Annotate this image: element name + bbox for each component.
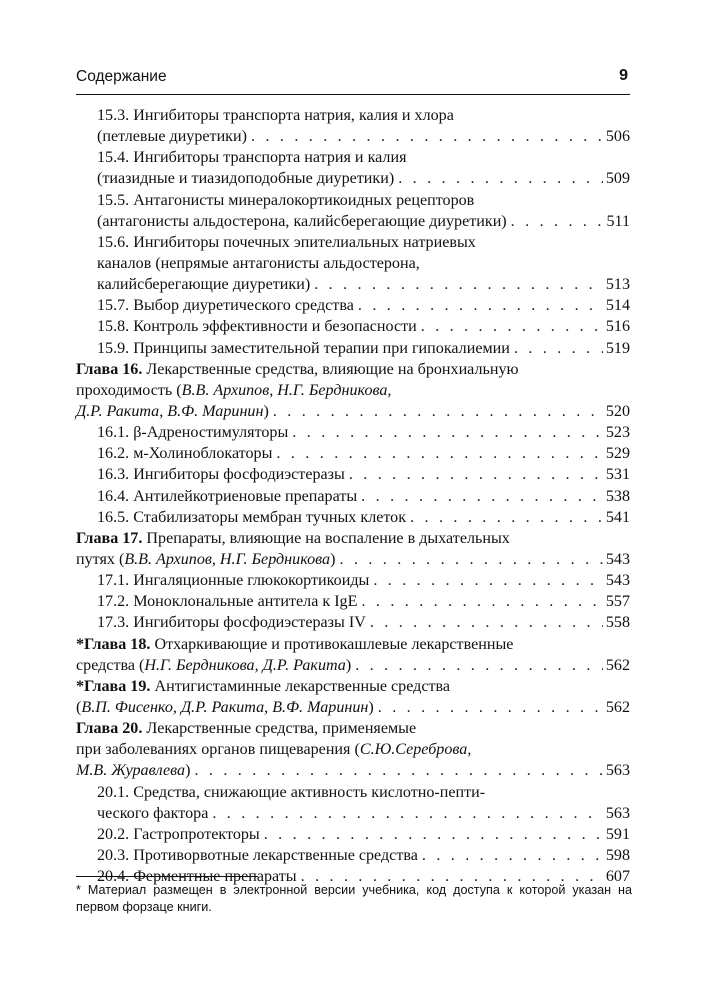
dot-leader [212,803,603,824]
toc-line [76,316,630,337]
toc-line [76,401,630,422]
toc-line [76,211,630,232]
toc-page-number: 543 [605,550,630,568]
toc-entry-text: средства ( [76,656,145,674]
dot-leader [292,422,603,443]
toc-page-number: 598 [605,846,630,864]
chapter-label: *Глава 18. [76,635,151,653]
dot-leader [422,845,603,866]
toc-authors: В.П. Фисенко, Д.Р. Ракита, В.Ф. Маринин [81,698,369,716]
dot-leader [373,570,603,591]
dot-leader [349,464,603,485]
toc-entry-text: 15.7. Выбор диуретического средства [97,297,354,315]
toc-page-number: 519 [605,339,630,357]
toc-line [76,718,630,739]
toc-line [76,359,630,380]
dot-leader [361,486,603,507]
dot-leader [370,612,603,633]
toc-entry-text: ческого фактора [97,804,209,822]
toc-line [76,549,630,570]
dot-leader [339,549,602,570]
toc-authors: С.Ю.Сереброва, [359,741,472,759]
toc-line [76,824,630,845]
toc-line [76,443,630,464]
toc-line [76,232,630,253]
chapter-label: *Глава 19. [76,677,151,695]
toc-page-number: 563 [605,762,630,780]
toc-page-number: 514 [605,297,630,315]
toc-authors: В.В. Архипов, Н.Г. Бердникова [124,550,331,568]
toc-line [76,760,630,781]
toc-page-number: 511 [606,212,630,230]
footnote: * Материал размещен в электронной версии учебника, код доступа к которой указан на первом форзаце книги. [76,883,632,914]
toc-authors: В.В. Архипов, Н.Г. Бердникова, [181,381,392,399]
toc-page-number: 541 [605,508,630,526]
toc-line [76,126,630,147]
toc-line [76,380,630,401]
toc-line [76,274,630,295]
toc-entry-text: ) [263,402,269,420]
toc-line [76,253,630,274]
toc-line [76,612,630,633]
toc-entry-text: 15.8. Контроль эффективности и безопасности [97,318,417,336]
dot-leader [264,824,603,845]
toc-entry-text: 16.3. Ингибиторы фосфодиэстеразы [97,466,345,484]
chapter-label: Глава 16. [76,360,143,378]
toc-page-number: 513 [605,276,630,294]
toc-line [76,739,630,760]
dot-leader [276,443,602,464]
dot-leader [314,274,603,295]
toc-entry-text: при заболеваниях органов пищеварения ( [76,741,360,759]
toc-entry-text: Отхаркивающие и противокашлевые лекарственные [150,635,514,653]
toc-page-number: 607 [605,868,630,886]
toc-entry-text: 20.2. Гастропротекторы [97,825,260,843]
table-of-contents [76,105,630,887]
toc-page-number: 558 [605,614,630,632]
toc-line [76,190,630,211]
toc-line [76,486,630,507]
header-rule [76,94,630,95]
toc-line [76,570,630,591]
toc-page-number: 562 [605,656,630,674]
dot-leader [378,697,603,718]
toc-entry-text: 15.3. Ингибиторы транспорта натрия, калия и хлора [97,107,454,124]
dot-leader [421,316,603,337]
toc-page-number: 516 [605,318,630,336]
toc-entry-text: 15.9. Принципы заместительной терапии при гипокалиемии [97,339,510,357]
toc-line [76,147,630,168]
toc-entry-text: Лекарственные средства, применяемые [142,720,417,738]
toc-entry-text: ( [76,698,82,716]
toc-page-number: 520 [605,402,630,420]
page-number: 9 [619,67,628,84]
toc-entry-text: 20.3. Противорвотные лекарственные средства [97,846,418,864]
dot-leader [511,211,604,232]
toc-entry-text: проходимость ( [76,381,182,399]
toc-page-number: 523 [605,424,630,442]
toc-entry-text: каналов (непрямые антагонисты альдостерона, [97,254,420,272]
toc-line [76,464,630,485]
chapter-label: Глава 17. [76,529,143,547]
toc-page-number: 562 [605,698,630,716]
toc-line [76,845,630,866]
chapter-label: Глава 20. [76,720,143,738]
toc-line [76,676,630,697]
toc-line [76,591,630,612]
toc-entry-text: Препараты, влияющие на воспаление в дыхательных [142,529,510,547]
toc-line [76,507,630,528]
toc-entry-text: калийсберегающие диуретики) [97,276,311,294]
toc-line [76,105,630,126]
toc-entry-text: ) [330,550,336,568]
dot-leader [273,401,603,422]
toc-page-number: 531 [605,466,630,484]
toc-entry-text: 16.1. β-Адреностимуляторы [97,424,289,442]
footnote-rule [76,876,258,877]
toc-entry-text: ) [345,656,352,674]
toc-line [76,422,630,443]
toc-entry-text: 17.3. Ингибиторы фосфодиэстеразы IV [97,614,366,632]
dot-leader [355,655,603,676]
toc-entry-text: ) [185,762,191,780]
dot-leader [410,507,603,528]
dot-leader [514,338,603,359]
dot-leader [361,591,602,612]
toc-line [76,168,630,189]
toc-authors: Д.Р. Ракита, В.Ф. Маринин [76,402,264,420]
toc-page-number: 563 [605,804,630,822]
toc-entry-text: (петлевые диуретики) [97,128,247,146]
dot-leader [194,760,602,781]
toc-page-number: 506 [605,128,630,146]
toc-line [76,655,630,676]
toc-page-number: 538 [605,487,630,505]
running-head-title: Содержание [76,68,167,85]
toc-entry-text: 15.6. Ингибиторы почечных эпителиальных натриевых [97,233,476,251]
toc-entry-text: 17.1. Ингаляционные глюкокортикоиды [97,572,370,590]
toc-entry-text: 20.4. Ферментные препараты [97,868,297,886]
toc-page-number: 557 [605,593,630,611]
toc-entry-text: 17.2. Моноклональные антитела к IgE [97,593,358,611]
toc-line [76,295,630,316]
toc-entry-text: путях ( [76,550,125,568]
running-head [76,66,630,90]
toc-entry-text: 16.2. м-Холиноблокаторы [97,445,273,463]
dot-leader [358,295,603,316]
toc-entry-text: Антигистаминные лекарственные средства [150,677,451,695]
toc-page-number: 509 [605,170,630,188]
toc-line [76,803,630,824]
toc-entry-text: 16.5. Стабилизаторы мембран тучных клеток [97,508,407,526]
toc-line [76,782,630,803]
toc-authors: Н.Г. Бердникова, Д.Р. Ракита [144,656,346,674]
toc-entry-text: 20.1. Средства, снижающие активность кислотно-пепти- [97,783,486,801]
toc-entry-text: 15.4. Ингибиторы транспорта натрия и калия [97,149,407,167]
toc-entry-text: 16.4. Антилейкотриеновые препараты [97,487,358,505]
toc-page-number: 543 [605,572,630,590]
toc-page-number: 591 [605,825,630,843]
toc-line [76,528,630,549]
toc-entry-text: (антагонисты альдостерона, калийсберегающие диуретики) [97,212,507,230]
dot-leader [398,168,603,189]
toc-entry-text: (тиазидные и тиазидоподобные диуретики) [97,170,395,188]
toc-line [76,697,630,718]
toc-line [76,634,630,655]
dot-leader [251,126,603,147]
toc-entry-text: Лекарственные средства, влияющие на бронхиальную [142,360,519,378]
toc-entry-text: ) [368,698,374,716]
toc-page-number: 529 [605,445,630,463]
toc-entry-text: 15.5. Антагонисты минералокортикоидных рецепторов [97,191,475,209]
toc-line [76,338,630,359]
toc-authors: М.В. Журавлева [76,762,186,780]
